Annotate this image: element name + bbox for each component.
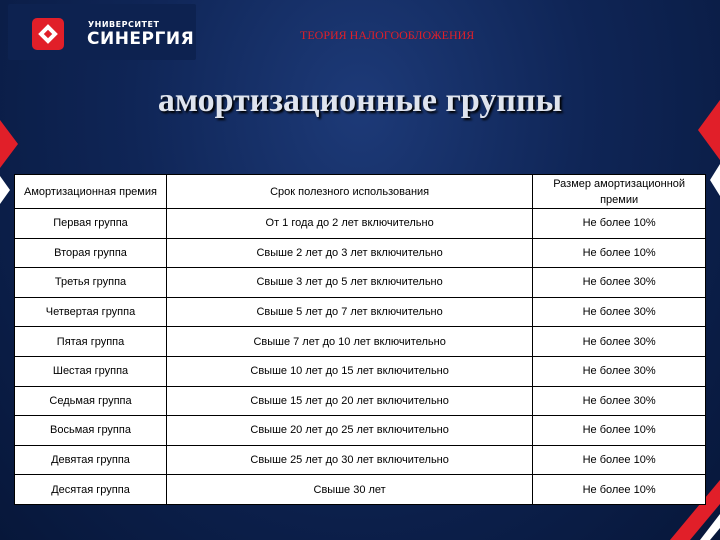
table-cell: Свыше 5 лет до 7 лет включительно	[167, 297, 533, 327]
table-cell: Шестая группа	[15, 356, 167, 386]
synergy-logo-icon	[32, 18, 64, 50]
table-cell: Не более 30%	[533, 386, 706, 416]
table-row	[15, 416, 706, 446]
table-cell: Не более 10%	[533, 416, 706, 446]
table-cell: Свыше 30 лет	[167, 475, 533, 505]
table-cell: Первая группа	[15, 209, 167, 239]
table-cell: Не более 30%	[533, 297, 706, 327]
column-header: Размер амортизационной премии	[533, 175, 706, 209]
table-cell: Восьмая группа	[15, 416, 167, 446]
table-cell: Не более 30%	[533, 356, 706, 386]
page-title: амортизационные группы	[157, 82, 563, 119]
table-cell: Девятая группа	[15, 445, 167, 475]
column-header: Срок полезного использования	[167, 175, 533, 209]
table-cell: Свыше 20 лет до 25 лет включительно	[167, 416, 533, 446]
table-cell: Десятая группа	[15, 475, 167, 505]
table-cell: Вторая группа	[15, 238, 167, 268]
table-cell: Свыше 15 лет до 20 лет включительно	[167, 386, 533, 416]
table-row	[15, 327, 706, 357]
table-cell: Не более 10%	[533, 475, 706, 505]
table-cell: Не более 10%	[533, 445, 706, 475]
table-cell: Четвертая группа	[15, 297, 167, 327]
table-row	[15, 209, 706, 239]
table-row	[15, 386, 706, 416]
table-row	[15, 238, 706, 268]
table-row	[15, 356, 706, 386]
university-logo	[8, 4, 196, 60]
table-row	[15, 297, 706, 327]
table-cell: Свыше 7 лет до 10 лет включительно	[167, 327, 533, 357]
section-header: ТЕОРИЯ НАЛОГООБЛОЖЕНИЯ	[300, 28, 475, 42]
table-cell: Не более 10%	[533, 209, 706, 239]
table-row	[15, 445, 706, 475]
logo-line1: УНИВЕРСИТЕТ	[88, 20, 160, 29]
table-cell: Пятая группа	[15, 327, 167, 357]
table-cell: Свыше 25 лет до 30 лет включительно	[167, 445, 533, 475]
depreciation-table	[14, 174, 706, 505]
table-cell: Седьмая группа	[15, 386, 167, 416]
logo-line2: СИНЕРГИЯ	[87, 29, 195, 49]
table-cell: Свыше 3 лет до 5 лет включительно	[167, 268, 533, 298]
table-cell: Свыше 2 лет до 3 лет включительно	[167, 238, 533, 268]
table-cell: Не более 30%	[533, 268, 706, 298]
table-row	[15, 268, 706, 298]
column-header: Амортизационная премия	[15, 175, 167, 209]
table-cell: Не более 10%	[533, 238, 706, 268]
table-cell: Свыше 10 лет до 15 лет включительно	[167, 356, 533, 386]
table-header-row	[15, 175, 706, 209]
table-row	[15, 475, 706, 505]
table-cell: От 1 года до 2 лет включительно	[167, 209, 533, 239]
table-cell: Третья группа	[15, 268, 167, 298]
table-cell: Не более 30%	[533, 327, 706, 357]
